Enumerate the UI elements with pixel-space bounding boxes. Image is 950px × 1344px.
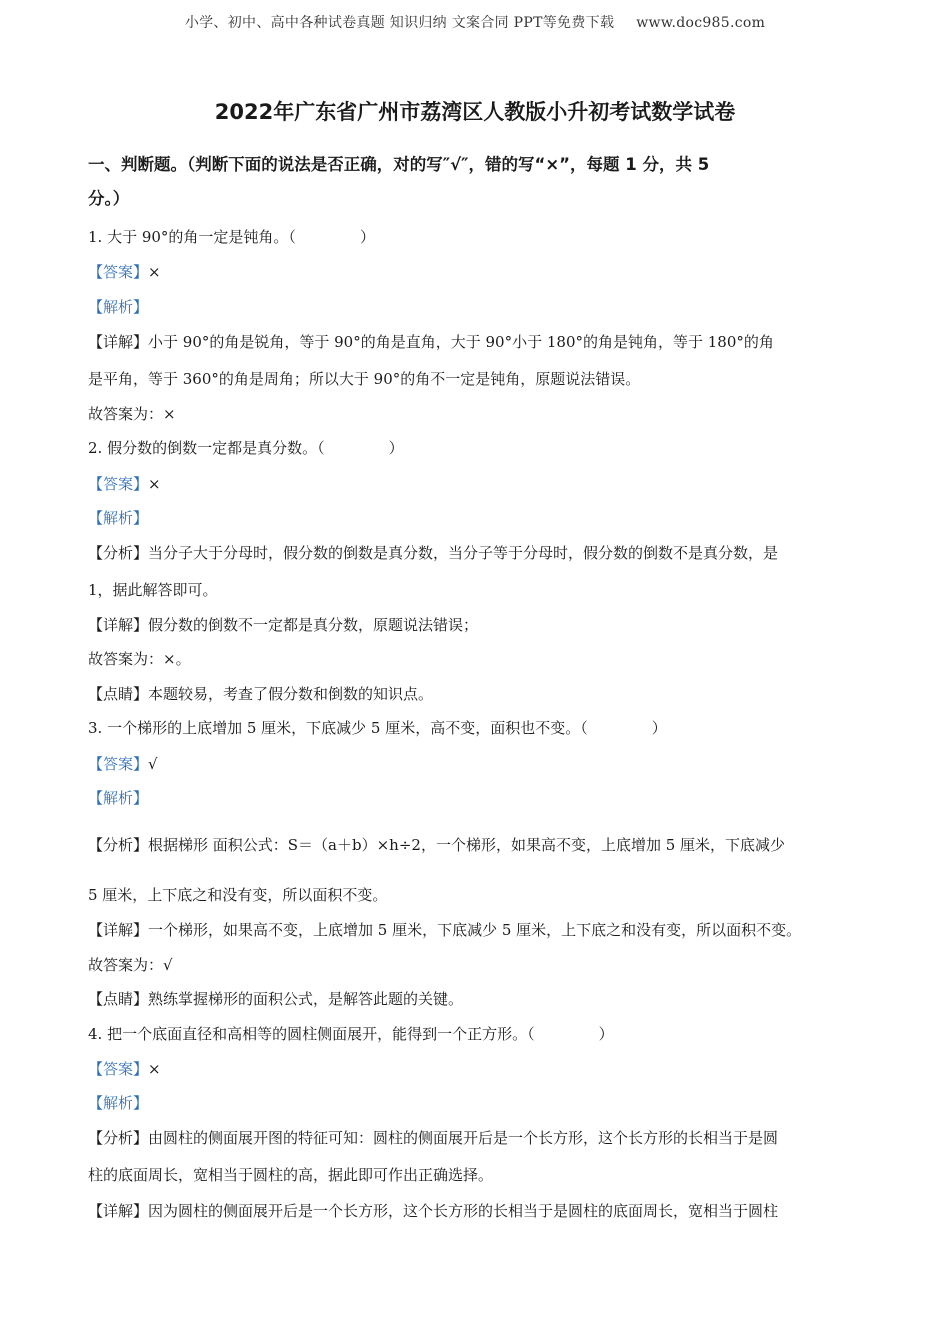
jiexi-tag: 【解析】 — [88, 298, 149, 316]
q4-jiexi: 【解析】 — [88, 1094, 149, 1112]
q4-detail-1: 【详解】因为圆柱的侧面展开后是一个长方形，这个长方形的长相当于是圆柱的底面周长，宽相当于圆柱 — [88, 1202, 779, 1220]
section-heading-line1: 一、判断题。（判断下面的说法是否正确，对的写″√″，错的写“×”，每题 1 分，共 5 — [88, 155, 710, 174]
q2-detail: 【详解】假分数的倒数不一定都是真分数，原题说法错误； — [88, 616, 479, 634]
q2-analysis-2: 1，据此解答即可。 — [88, 581, 218, 599]
q3-detail: 【详解】一个梯形，如果高不变，上底增加 5 厘米，下底减少 5 厘米，上下底之和没有变，所以面积不变。 — [88, 921, 802, 939]
q4-analysis-1: 【分析】由圆柱的侧面展开图的特征可知：圆柱的侧面展开后是一个长方形，这个长方形的长相当于是圆 — [88, 1129, 779, 1147]
q3-analysis-2: 5 厘米，上下底之和没有变，所以面积不变。 — [88, 886, 388, 904]
section-heading — [88, 148, 868, 216]
q3-point: 【点睛】熟练掌握梯形的面积公式，是解答此题的关键。 — [88, 990, 464, 1008]
header-site: www.doc985.com — [636, 15, 766, 31]
q2-analysis-1: 【分析】当分子大于分母时，假分数的倒数是真分数，当分子等于分母时，假分数的倒数不是真分数，是 — [88, 544, 779, 562]
q3-analysis-1: 【分析】根据梯形 面积公式：S＝（a＋b）×h÷2，一个梯形，如果高不变，上底增加 5 厘米，下底减少 — [88, 836, 786, 854]
q1-answer: 【答案】× — [88, 263, 161, 281]
document-title: 2022年广东省广州市荔湾区人教版小升初考试数学试卷 — [214, 100, 736, 124]
q3-jiexi: 【解析】 — [88, 789, 149, 807]
q2-question: 2. 假分数的倒数一定都是真分数。（ ） — [88, 439, 404, 457]
q3-question: 3. 一个梯形的上底增加 5 厘米，下底减少 5 厘米，高不变，面积也不变。（ ） — [88, 719, 667, 737]
q4-question: 4. 把一个底面直径和高相等的圆柱侧面展开，能得到一个正方形。（ ） — [88, 1025, 614, 1043]
q2-point: 【点睛】本题较易，考查了假分数和倒数的知识点。 — [88, 685, 434, 703]
q2-jiexi: 【解析】 — [88, 509, 149, 527]
q3-answer: 【答案】√ — [88, 755, 158, 773]
q4-analysis-2: 柱的底面周长，宽相当于圆柱的高，据此即可作出正确选择。 — [88, 1166, 494, 1184]
q1-detail-2: 是平角，等于 360°的角是周角；所以大于 90°的角不一定是钝角，原题说法错误。 — [88, 370, 641, 388]
q1-question: 1. 大于 90°的角一定是钝角。（ ） — [88, 228, 375, 246]
q1-detail-1: 【详解】小于 90°的角是锐角，等于 90°的角是直角，大于 90°小于 180°的角是钝角，等于 180°的角 — [88, 333, 774, 351]
q4-answer: 【答案】× — [88, 1060, 161, 1078]
section-heading-line2: 分。） — [88, 189, 130, 208]
q1-jiexi — [88, 296, 868, 318]
q3-conclusion: 故答案为：√ — [88, 956, 173, 974]
q2-conclusion: 故答案为：×。 — [88, 650, 191, 668]
q1-conclusion: 故答案为：× — [88, 405, 176, 423]
page-header — [0, 12, 950, 32]
q2-answer: 【答案】× — [88, 475, 161, 493]
answer-tag: 【答案】 — [88, 263, 149, 281]
header-text: 小学、初中、高中各种试卷真题 知识归纳 文案合同 PPT等免费下载 — [184, 15, 615, 31]
